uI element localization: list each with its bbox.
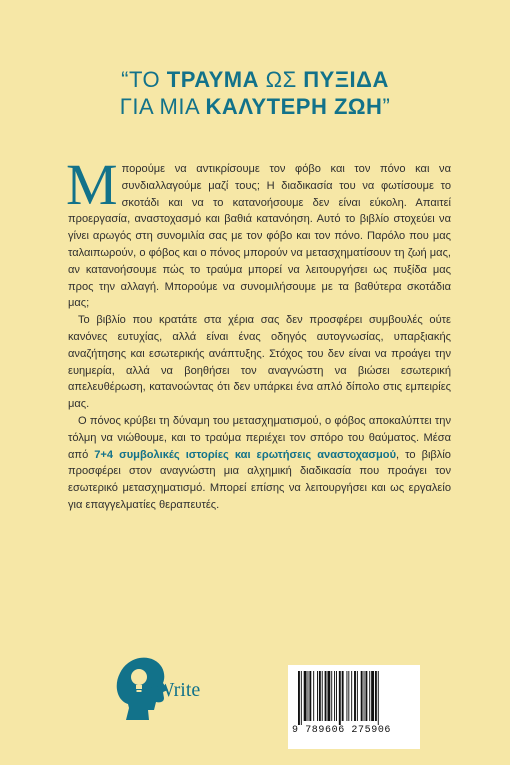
barcode-bar: [348, 671, 349, 721]
blurb-text: [66, 152, 451, 514]
barcode-bar: [378, 671, 379, 725]
barcode-bar: [336, 671, 337, 721]
barcode-bar: [364, 671, 365, 721]
cover-title: [0, 66, 510, 120]
barcode-bar: [346, 671, 347, 721]
barcode-bar: [308, 671, 309, 721]
barcode-bar: [301, 671, 302, 725]
barcode-bar: [365, 671, 367, 721]
barcode-bar: [342, 671, 344, 721]
barcode-bar: [371, 671, 374, 721]
paragraph-3: Ο πόνος κρύβει τη δύναμη του μετασχηματισμού, ο φόβος αποκαλύπτει την τόλμη να νιώθουμε, και το τραύμα περιέχει τον σπόρο του θαύματος. Μέσα από 7+4 συμβολικές ιστορίες και ερωτήσεις αναστοχασμού, το βιβλίο προσφέρει στον αναγνώστη μια αλχημική διαδικασία που προάγει τον εσωτερικό μετασχηματισμό. Μπορεί επίσης να λειτουργήσει και ως εργαλείο για επαγγελματίες θεραπευτές.: [68, 414, 451, 511]
barcode-bar: [319, 671, 321, 721]
barcode: [288, 665, 420, 749]
barcode-bar: [334, 671, 335, 721]
barcode-bar: [313, 671, 314, 721]
barcode-bar: [351, 671, 352, 721]
barcode-bar: [375, 671, 377, 721]
isbn-number: 9 789606 275906: [292, 725, 392, 736]
paragraph-1: Μπορούμε να αντικρίσουμε τον φόβο και τον πόνο και να συνδιαλλαγούμε μαζί τους; Η διαδικασία του να φωτίσουμε το σκοτάδι και να το κατανοήσουμε δεν είναι εύκολη. Απαιτεί προεργασία, αναστοχασμό και βαθιά κατανόηση. Αυτό το βιβλίο στοχεύει να γίνει αρωγός στη συνομιλία σας με τον φόβο και τον πόνο. Παρόλο που μας ταλαιπωρούν, ο φόβος και ο πόνος μπορούν να μετασχηματίσουν τη ζωή μας, αν κατανοήσουμε πώς το τραύμα μπορεί να λειτουργήσει ως πυξίδα μας προς την αλλαγή. Μπορούμε να συνομιλήσουμε με τα βαθύτερα σκοτάδια μας;: [66, 152, 451, 310]
barcode-bar: [317, 671, 318, 721]
paragraph-2: Το βιβλίο που κρατάτε στα χέρια σας δεν προσφέρει συμβουλές ούτε κανόνες ευτυχίας, αλλά είναι ένας οδηγός αυτογνωσίας, υπαρξιακής αναζήτησης και εσωτερικής ανάπτυξης. Στόχος του δεν είναι να προάγει την ευημερία, αλλά να βοηθήσει τον αναγνώστη να βιώσει εσωτερική απελευθέρωση, κατανοώντας ότι δεν υπάρκει ένα απλό δίπολο στις εμπειρίες μας.: [68, 314, 451, 411]
title-line-2: ΓΙΑ ΜΙΑ ΚΑΛΥΤΕΡΗ ΖΩΗ”: [119, 94, 391, 119]
highlight-text: 7+4 συμβολικές ιστορίες και ερωτήσεις αναστοχασμού: [94, 448, 397, 461]
publisher-name: iWrite: [150, 679, 201, 701]
barcode-bar: [322, 671, 323, 721]
barcode-bar: [325, 671, 327, 721]
barcode-bar: [327, 671, 330, 721]
barcode-bar: [339, 671, 341, 725]
barcode-bar: [331, 671, 332, 721]
barcode-bar: [304, 671, 307, 721]
title-line-1: “ΤΟ ΤΡΑΥΜΑ ΩΣ ΠΥΞΙΔΑ: [121, 67, 389, 92]
barcode-bar: [354, 671, 356, 721]
drop-cap: Μ: [66, 152, 118, 217]
barcode-bars: [296, 671, 412, 725]
barcode-bar: [298, 671, 300, 725]
barcode-bar: [357, 671, 358, 721]
barcode-bar: [361, 671, 363, 721]
barcode-bar: [369, 671, 370, 721]
barcode-bar: [309, 671, 311, 721]
